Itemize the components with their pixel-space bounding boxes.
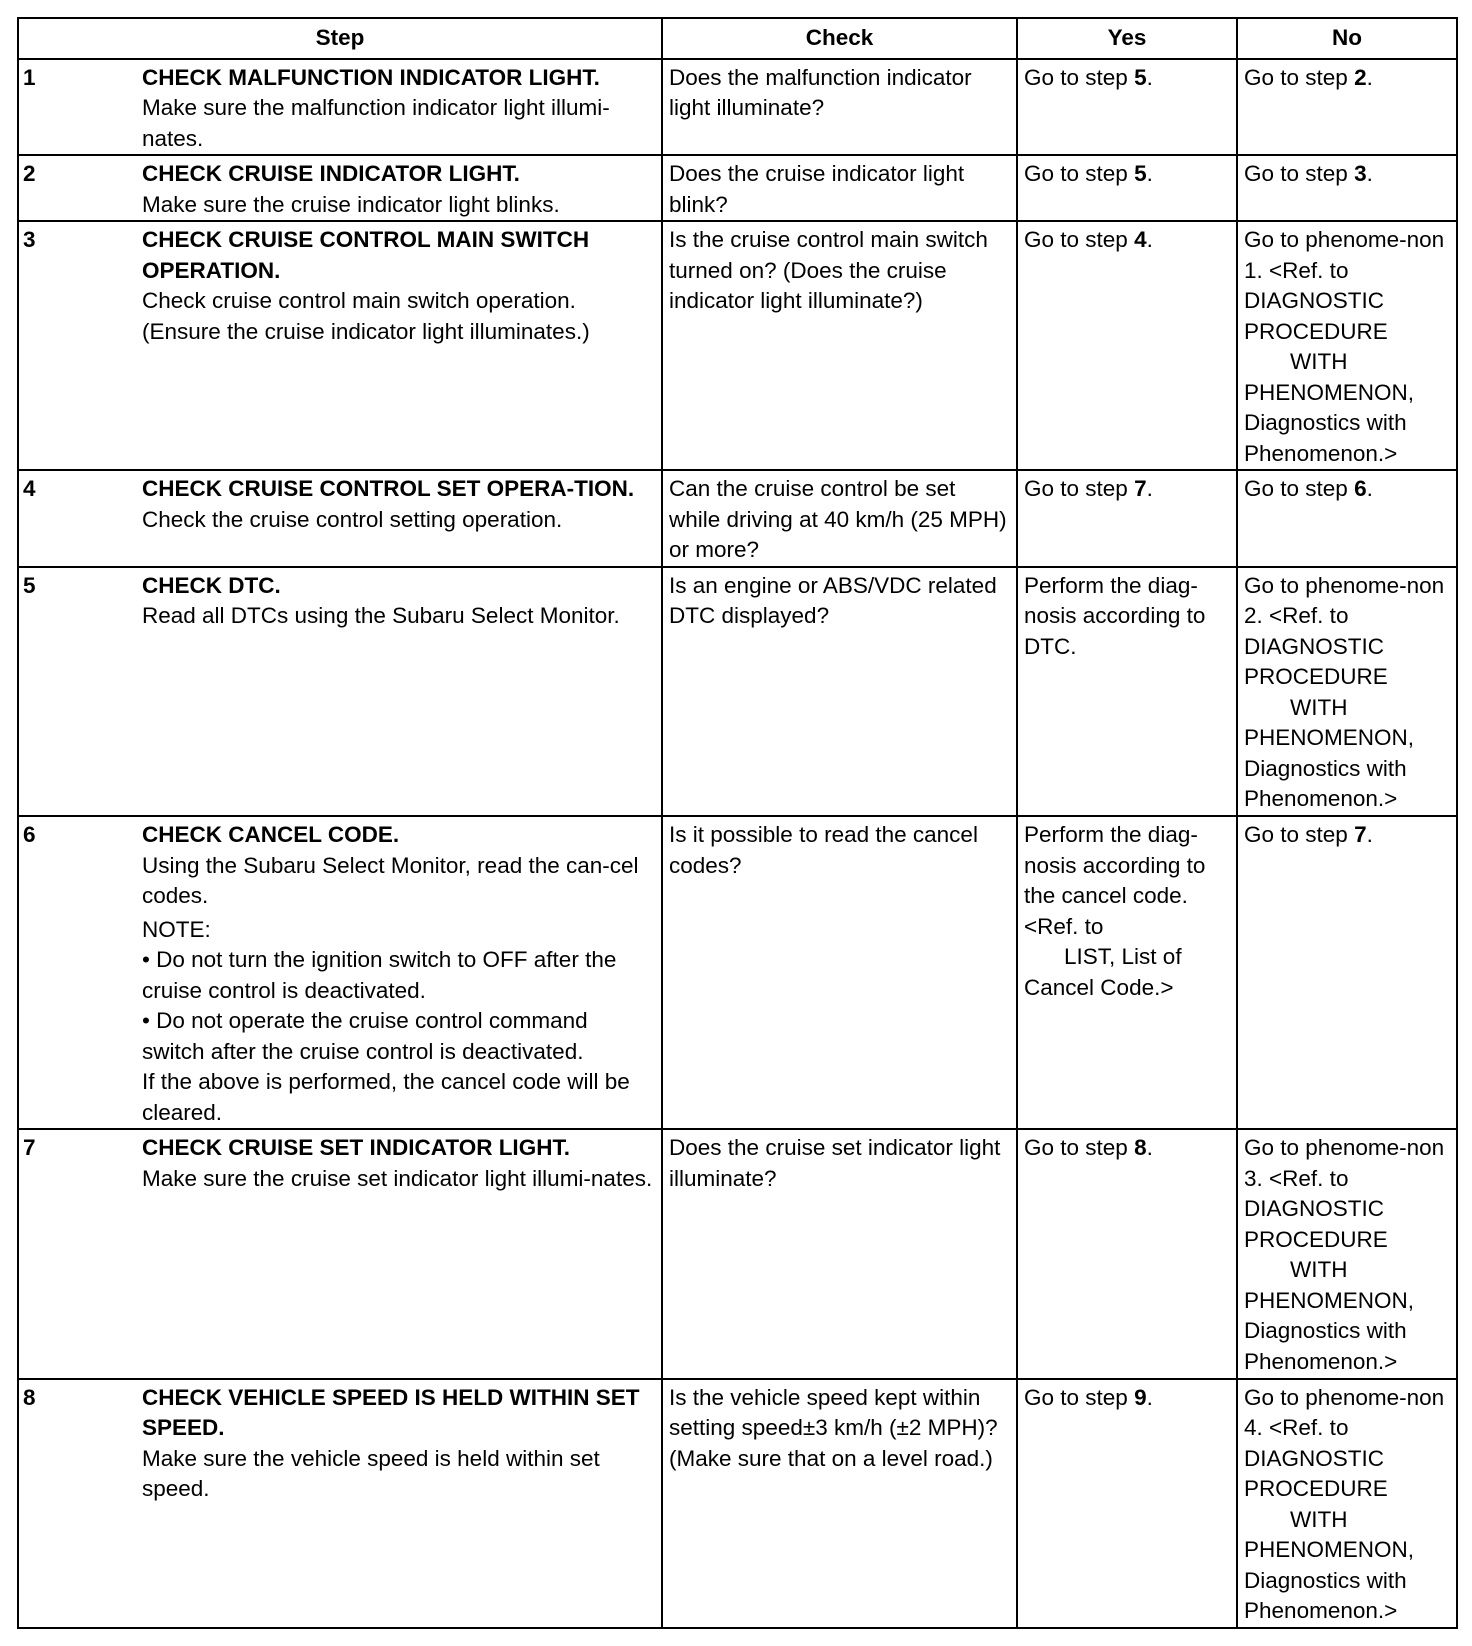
- step-body: Make sure the vehicle speed is held within set speed.: [142, 1445, 600, 1502]
- diagnostic-table: [17, 17, 1458, 1629]
- yes-cell: [1017, 221, 1237, 470]
- yes-step-number: 5: [1134, 64, 1147, 90]
- yes-cell: [1017, 470, 1237, 567]
- check-cell: Is it possible to read the cancel codes?: [662, 816, 1017, 1129]
- no-punct: .: [1366, 476, 1373, 502]
- no-text: Go to step: [1244, 161, 1355, 187]
- no-reference-text: Go to phenome-non 3. <Ref. to DIAGNOSTIC PROCEDURE: [1244, 1135, 1445, 1252]
- yes-punct: .: [1146, 227, 1153, 253]
- no-text: Go to step: [1244, 822, 1355, 848]
- yes-step-number: 5: [1134, 161, 1147, 187]
- check-cell: Is the cruise control main switch turned on? (Does the cruise indicator light illuminate?): [662, 221, 1017, 470]
- check-cell: Does the cruise set indicator light illuminate?: [662, 1129, 1017, 1378]
- no-punct: .: [1366, 161, 1373, 187]
- yes-reference-end: Cancel Code.>: [1024, 974, 1174, 1000]
- note-label: NOTE:: [142, 916, 211, 942]
- yes-cell: [1017, 1379, 1237, 1628]
- step-title: CHECK MALFUNCTION INDICATOR LIGHT.: [142, 64, 600, 90]
- no-cell: [1237, 221, 1457, 470]
- yes-cell: [1017, 816, 1237, 1129]
- no-punct: .: [1366, 64, 1373, 90]
- header-no: No: [1237, 18, 1457, 59]
- no-cell: [1237, 816, 1457, 1129]
- header-row: [18, 18, 1457, 59]
- step-body: Check the cruise control setting operation.: [142, 506, 563, 532]
- no-reference-end: PHENOMENON, Diagnostics with Phenomenon.>: [1244, 725, 1415, 812]
- yes-step-number: 9: [1134, 1384, 1147, 1410]
- table-row: [18, 567, 1457, 816]
- no-step-number: 6: [1354, 476, 1367, 502]
- no-reference-text: Go to phenome-non 4. <Ref. to DIAGNOSTIC PROCEDURE: [1244, 1384, 1445, 1502]
- yes-reference-list: LIST, List of: [1064, 944, 1182, 970]
- yes-cell: [1017, 155, 1237, 221]
- check-cell: Is an engine or ABS/VDC related DTC displayed?: [662, 567, 1017, 816]
- yes-cell: [1017, 1129, 1237, 1378]
- note-item: • Do not operate the cruise control command switch after the cruise control is deactivated.: [142, 1008, 588, 1064]
- yes-text: Go to step: [1024, 161, 1135, 187]
- step-cell: [136, 567, 662, 816]
- no-reference-text: Go to phenome-non 2. <Ref. to DIAGNOSTIC PROCEDURE: [1244, 572, 1445, 690]
- no-text: Go to step: [1244, 64, 1355, 90]
- step-cell: [136, 470, 662, 567]
- yes-text: Go to step: [1024, 1384, 1135, 1410]
- no-step-number: 3: [1354, 161, 1367, 187]
- step-body: Using the Subaru Select Monitor, read the can-cel codes.: [142, 852, 639, 909]
- no-reference-with: WITH: [1290, 694, 1348, 720]
- no-cell: [1237, 59, 1457, 156]
- step-title: CHECK CRUISE SET INDICATOR LIGHT.: [142, 1135, 570, 1161]
- step-cell: [136, 59, 662, 156]
- step-body: Make sure the malfunction indicator light illumi-nates.: [142, 95, 610, 151]
- step-title: CHECK CANCEL CODE.: [142, 822, 400, 848]
- no-reference-with: WITH: [1290, 1506, 1348, 1532]
- step-body: Check cruise control main switch operation.: [142, 288, 576, 314]
- step-number: 3: [18, 221, 136, 470]
- header-check: Check: [662, 18, 1017, 59]
- header-yes: Yes: [1017, 18, 1237, 59]
- step-body-note: (Ensure the cruise indicator light illuminates.): [142, 318, 590, 344]
- yes-step-number: 4: [1134, 227, 1147, 253]
- table-row: [18, 470, 1457, 567]
- table-row: [18, 221, 1457, 470]
- no-reference-with: WITH: [1290, 1257, 1348, 1283]
- step-body: Make sure the cruise indicator light blinks.: [142, 191, 560, 217]
- step-number: 5: [18, 567, 136, 816]
- yes-punct: .: [1146, 64, 1153, 90]
- step-number: 2: [18, 155, 136, 221]
- table-row: [18, 1129, 1457, 1378]
- no-cell: [1237, 155, 1457, 221]
- table-row: [18, 155, 1457, 221]
- step-number: 6: [18, 816, 136, 1129]
- yes-step-number: 8: [1134, 1135, 1147, 1161]
- step-title: CHECK CRUISE CONTROL SET OPERA-TION.: [142, 476, 635, 502]
- yes-text: Go to step: [1024, 64, 1135, 90]
- step-cell: [136, 155, 662, 221]
- header-step: Step: [18, 18, 662, 59]
- yes-text: Go to step: [1024, 476, 1135, 502]
- check-cell: Does the cruise indicator light blink?: [662, 155, 1017, 221]
- yes-text: Go to step: [1024, 1135, 1135, 1161]
- no-cell: [1237, 470, 1457, 567]
- no-step-number: 7: [1354, 822, 1367, 848]
- no-reference-end: PHENOMENON, Diagnostics with Phenomenon.>: [1244, 1537, 1415, 1624]
- step-title: CHECK DTC.: [142, 572, 281, 598]
- yes-punct: .: [1146, 1384, 1153, 1410]
- table-row: [18, 816, 1457, 1129]
- note-item: • Do not turn the ignition switch to OFF after the cruise control is deactivated.: [142, 947, 617, 1003]
- no-step-number: 2: [1354, 64, 1367, 90]
- step-cell: [136, 1379, 662, 1628]
- table-row: [18, 1379, 1457, 1628]
- check-cell: Does the malfunction indicator light illuminate?: [662, 59, 1017, 156]
- step-number: 4: [18, 470, 136, 567]
- yes-cell: [1017, 59, 1237, 156]
- step-cell: [136, 1129, 662, 1378]
- step-title: CHECK CRUISE CONTROL MAIN SWITCH OPERATION.: [142, 227, 590, 283]
- yes-step-number: 7: [1134, 476, 1147, 502]
- step-cell: [136, 221, 662, 470]
- check-cell: Is the vehicle speed kept within setting speed±3 km/h (±2 MPH)? (Make sure that on a level road.): [662, 1379, 1017, 1628]
- check-cell: Can the cruise control be set while driving at 40 km/h (25 MPH) or more?: [662, 470, 1017, 567]
- step-number: 1: [18, 59, 136, 156]
- yes-cell: Perform the diag-nosis according to DTC.: [1017, 567, 1237, 816]
- no-cell: [1237, 567, 1457, 816]
- no-reference-end: PHENOMENON, Diagnostics with Phenomenon.>: [1244, 1287, 1415, 1374]
- no-reference-with: WITH: [1290, 349, 1348, 375]
- yes-punct: .: [1146, 476, 1153, 502]
- yes-punct: .: [1146, 1135, 1153, 1161]
- yes-reference-text: Perform the diag-nosis according to the cancel code. <Ref. to: [1024, 822, 1206, 939]
- note-warning: If the above is performed, the cancel code will be cleared.: [142, 1069, 630, 1125]
- no-cell: [1237, 1379, 1457, 1628]
- no-cell: [1237, 1129, 1457, 1378]
- step-number: 8: [18, 1379, 136, 1628]
- no-punct: .: [1366, 822, 1373, 848]
- no-reference-text: Go to phenome-non 1. <Ref. to DIAGNOSTIC PROCEDURE: [1244, 227, 1445, 344]
- no-text: Go to step: [1244, 476, 1355, 502]
- no-reference-end: PHENOMENON, Diagnostics with Phenomenon.>: [1244, 379, 1415, 466]
- table-row: [18, 59, 1457, 156]
- step-title: CHECK VEHICLE SPEED IS HELD WITHIN SET SPEED.: [142, 1384, 640, 1441]
- step-cell: [136, 816, 662, 1129]
- yes-punct: .: [1146, 161, 1153, 187]
- step-title: CHECK CRUISE INDICATOR LIGHT.: [142, 161, 520, 187]
- step-number: 7: [18, 1129, 136, 1378]
- yes-text: Go to step: [1024, 227, 1135, 253]
- step-body: Read all DTCs using the Subaru Select Monitor.: [142, 603, 620, 629]
- step-body: Make sure the cruise set indicator light illumi-nates.: [142, 1165, 653, 1191]
